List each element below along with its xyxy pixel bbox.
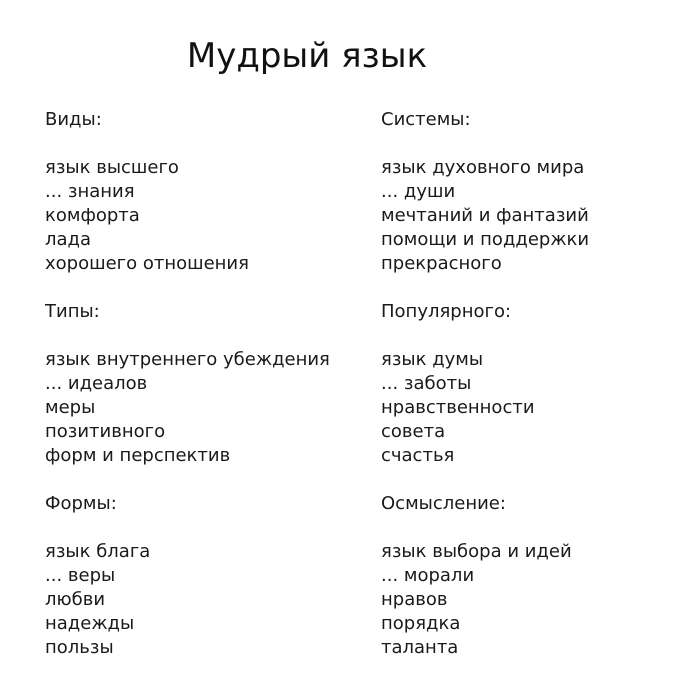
list-item: язык думы bbox=[381, 349, 484, 370]
list-item: ... морали bbox=[381, 565, 475, 586]
section-tipy bbox=[45, 300, 365, 468]
list-item: ... знания bbox=[45, 181, 135, 202]
list-item: ... заботы bbox=[381, 373, 472, 394]
list-item: язык блага bbox=[45, 541, 151, 562]
list-item: помощи и поддержки bbox=[381, 229, 590, 250]
list-item: прекрасного bbox=[381, 253, 502, 274]
list-item: порядка bbox=[381, 613, 461, 634]
list-item: ... идеалов bbox=[45, 373, 148, 394]
list-item: надежды bbox=[45, 613, 135, 634]
list-item: таланта bbox=[381, 637, 459, 658]
section-osmyslenie bbox=[381, 492, 700, 660]
section-heading: Формы: bbox=[45, 493, 117, 514]
list-item: язык духовного мира bbox=[381, 157, 585, 178]
section-formy bbox=[45, 492, 365, 660]
list-item: форм и перспектив bbox=[45, 445, 231, 466]
list-item: ... веры bbox=[45, 565, 116, 586]
list-item: комфорта bbox=[45, 205, 140, 226]
list-item: ... души bbox=[381, 181, 456, 202]
list-item: хорошего отношения bbox=[45, 253, 249, 274]
list-item: позитивного bbox=[45, 421, 166, 442]
list-item: совета bbox=[381, 421, 446, 442]
section-heading: Типы: bbox=[45, 301, 100, 322]
section-heading: Осмысление: bbox=[381, 493, 506, 514]
list-item: язык выбора и идей bbox=[381, 541, 572, 562]
list-item: меры bbox=[45, 397, 96, 418]
section-sistemy bbox=[381, 108, 700, 276]
list-item: мечтаний и фантазий bbox=[381, 205, 589, 226]
list-item: нравственности bbox=[381, 397, 535, 418]
list-item: счастья bbox=[381, 445, 455, 466]
right-column bbox=[381, 108, 700, 684]
page-title: Мудрый язык bbox=[186, 36, 428, 76]
section-vidy bbox=[45, 108, 365, 276]
section-populyarnogo bbox=[381, 300, 700, 468]
section-heading: Системы: bbox=[381, 109, 471, 130]
list-item: нравов bbox=[381, 589, 448, 610]
section-heading: Виды: bbox=[45, 109, 102, 130]
section-heading: Популярного: bbox=[381, 301, 512, 322]
list-item: любви bbox=[45, 589, 106, 610]
list-item: язык внутреннего убеждения bbox=[45, 349, 330, 370]
list-item: язык высшего bbox=[45, 157, 179, 178]
left-column bbox=[45, 108, 365, 684]
list-item: пользы bbox=[45, 637, 114, 658]
list-item: лада bbox=[45, 229, 92, 250]
